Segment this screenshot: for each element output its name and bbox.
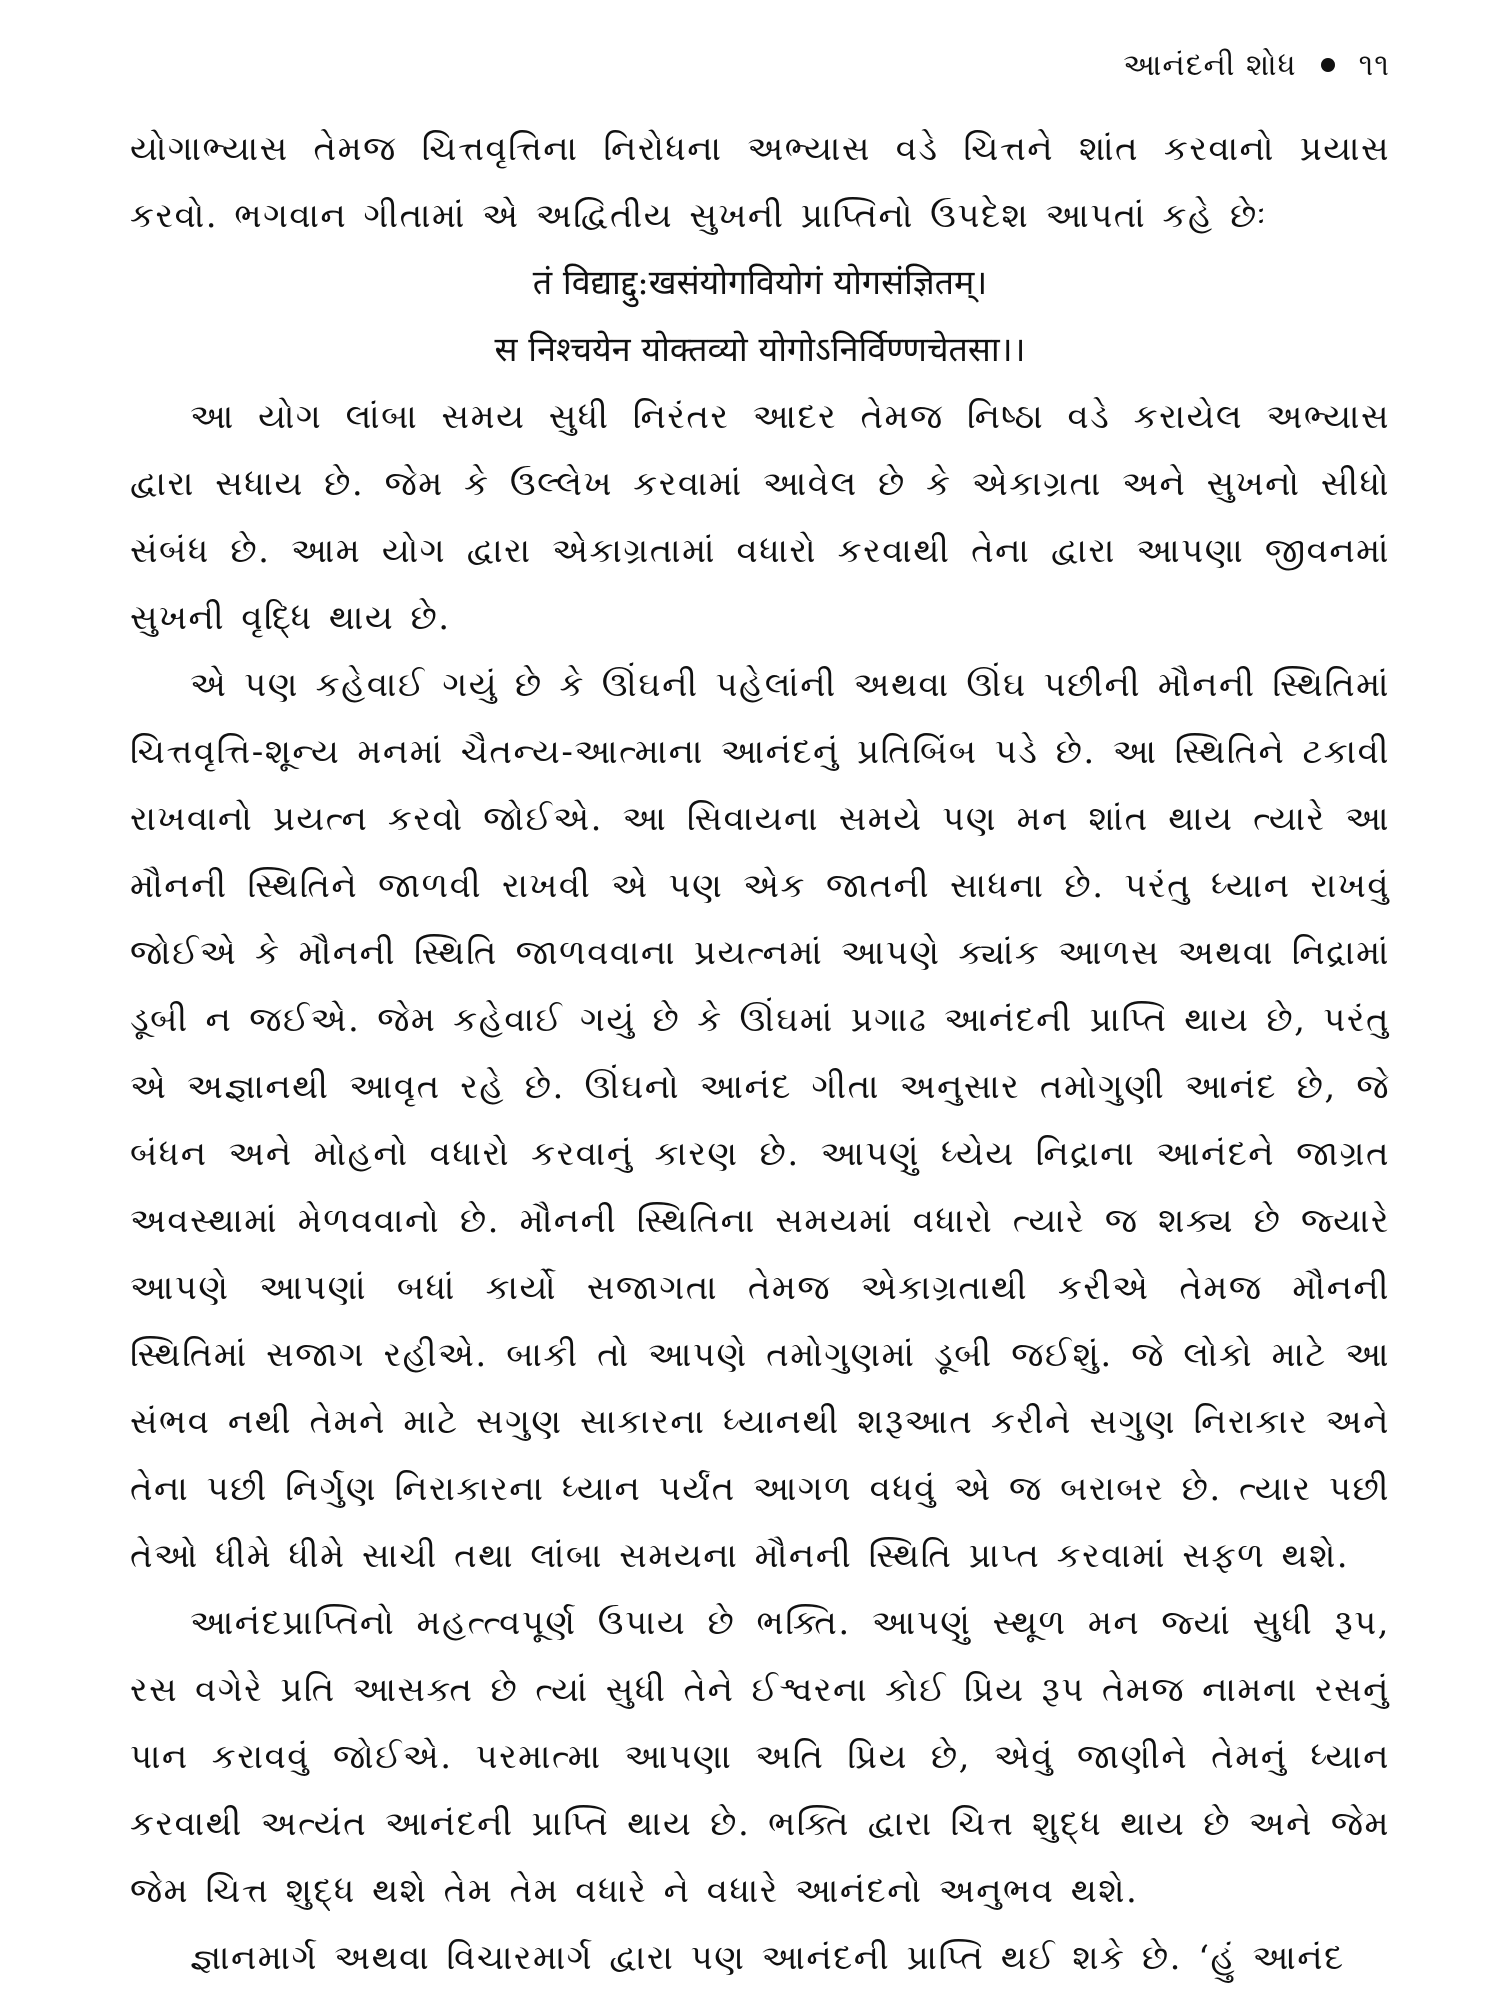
paragraph-5: જ્ઞાનમાર્ગ અથવા વિચારમાર્ગ દ્વારા પણ આનંદની પ્રાપ્તિ થઈ શકે છે. ‘હું આનંદ <box>190 1938 1345 1978</box>
sanskrit-verse-line-2: स निश्चयेन योक्तव्यो योगोऽनिर्विण्णचेतसा।। <box>494 330 1026 370</box>
running-title: આનંદની શોધ <box>1123 47 1297 83</box>
paragraph-3: એ પણ કહેવાઈ ગયું છે કે ઊંઘની પહેલાંની અથવા ઊંઘ પછીની મૌનની સ્થિતિમાં ચિત્તવૃત્તિ-શૂન્ય મનમાં ચૈતન્ય-આત્માના આનંદનું પ્રતિબિંબ પડે છે. આ સ્થિતિને ટકાવી રાખવાનો પ્રયત્ન કરવો જોઈએ. આ સિવાયના સમયે પણ મન શાંત થાય ત્યારે આ મૌનની સ્થિતિને જાળવી રાખવી એ પણ એક જાતની સાધના છે. પરંતુ ધ્યાન રાખવું જોઈએ કે મૌનની સ્થિતિ જાળવવાના પ્રયત્નમાં આપણે ક્યાંક આળસ અથવા નિદ્રામાં ડૂબી ન જઈએ. જેમ કહેવાઈ ગયું છે કે ઊંઘમાં પ્રગાઢ આનંદની પ્રાપ્તિ થાય છે, પરંતુ એ અજ્ઞાનથી આવૃત રહે છે. ઊંઘનો આનંદ ગીતા અનુસાર તમોગુણી આનંદ છે, જે બંધન અને મોહનો વધારો કરવાનું કારણ છે. આપણું ધ્યેય નિદ્રાના આનંદને જાગ્રત અવસ્થામાં મેળવવાનો છે. મૌનની સ્થિતિના સમયમાં વધારો ત્યારે જ શક્ય છે જ્યારે આપણે આપણાં બધાં કાર્યો સજાગતા તેમજ એકાગ્રતાથી કરીએ તેમજ મૌનની સ્થિતિમાં સજાગ રહીએ. બાકી તો આપણે તમોગુણમાં ડૂબી જઈશું. જે લોકો માટે આ સંભવ નથી તેમને માટે સગુણ સાકારના ધ્યાનથી શરૂઆત કરીને સગુણ નિરાકાર અને તેના પછી નિર્ગુણ નિરાકારના ધ્યાન પર્યંત આગળ વધવું એ જ બરાબર છે. ત્યાર પછી તેઓ ધીમે ધીમે સાચી તથા લાંબા સમયના મૌનની સ્થિતિ પ્રાપ્ત કરવામાં સફળ થશે. <box>130 665 1390 1576</box>
bullet-separator <box>1321 58 1335 72</box>
sanskrit-verse-line-1: तं विद्याद्दु:खसंयोगवियोगं योगसंज्ञितम्। <box>532 263 988 303</box>
paragraph-1: યોગાભ્યાસ તેમજ ચિત્તવૃત્તિના નિરોધના અભ્યાસ વડે ચિત્તને શાંત કરવાનો પ્રયાસ કરવો. ભગવાન ગીતામાં એ અદ્વિતીય સુખની પ્રાપ્તિનો ઉપદેશ આપતાં કહે છેઃ <box>130 129 1390 236</box>
paragraph-4: આનંદપ્રાપ્તિનો મહત્ત્વપૂર્ણ ઉપાય છે ભક્તિ. આપણું સ્થૂળ મન જ્યાં સુધી રૂપ, રસ વગેરે પ્રતિ આસક્ત છે ત્યાં સુધી તેને ઈશ્વરના કોઈ પ્રિય રૂપ તેમજ નામના રસનું પાન કરાવવું જોઈએ. પરમાત્મા આપણા અતિ પ્રિય છે, એવું જાણીને તેમનું ધ્યાન કરવાથી અત્યંત આનંદની પ્રાપ્તિ થાય છે. ભક્તિ દ્વારા ચિત્ત શુદ્ધ થાય છે અને જેમ જેમ ચિત્ત શુદ્ધ થશે તેમ તેમ વધારે ને વધારે આનંદનો અનુભવ થશે. <box>130 1603 1390 1911</box>
running-header <box>130 40 1390 90</box>
page-number: ૧૧ <box>1358 47 1390 83</box>
paragraph-2: આ યોગ લાંબા સમય સુધી નિરંતર આદર તેમજ નિષ્ઠા વડે કરાયેલ અભ્યાસ દ્વારા સધાય છે. જેમ કે ઉલ્લેખ કરવામાં આવેલ છે કે એકાગ્રતા અને સુખનો સીધો સંબંધ છે. આમ યોગ દ્વારા એકાગ્રતામાં વધારો કરવાથી તેના દ્વારા આપણા જીવનમાં સુખની વૃદ્ધિ થાય છે. <box>130 397 1390 638</box>
